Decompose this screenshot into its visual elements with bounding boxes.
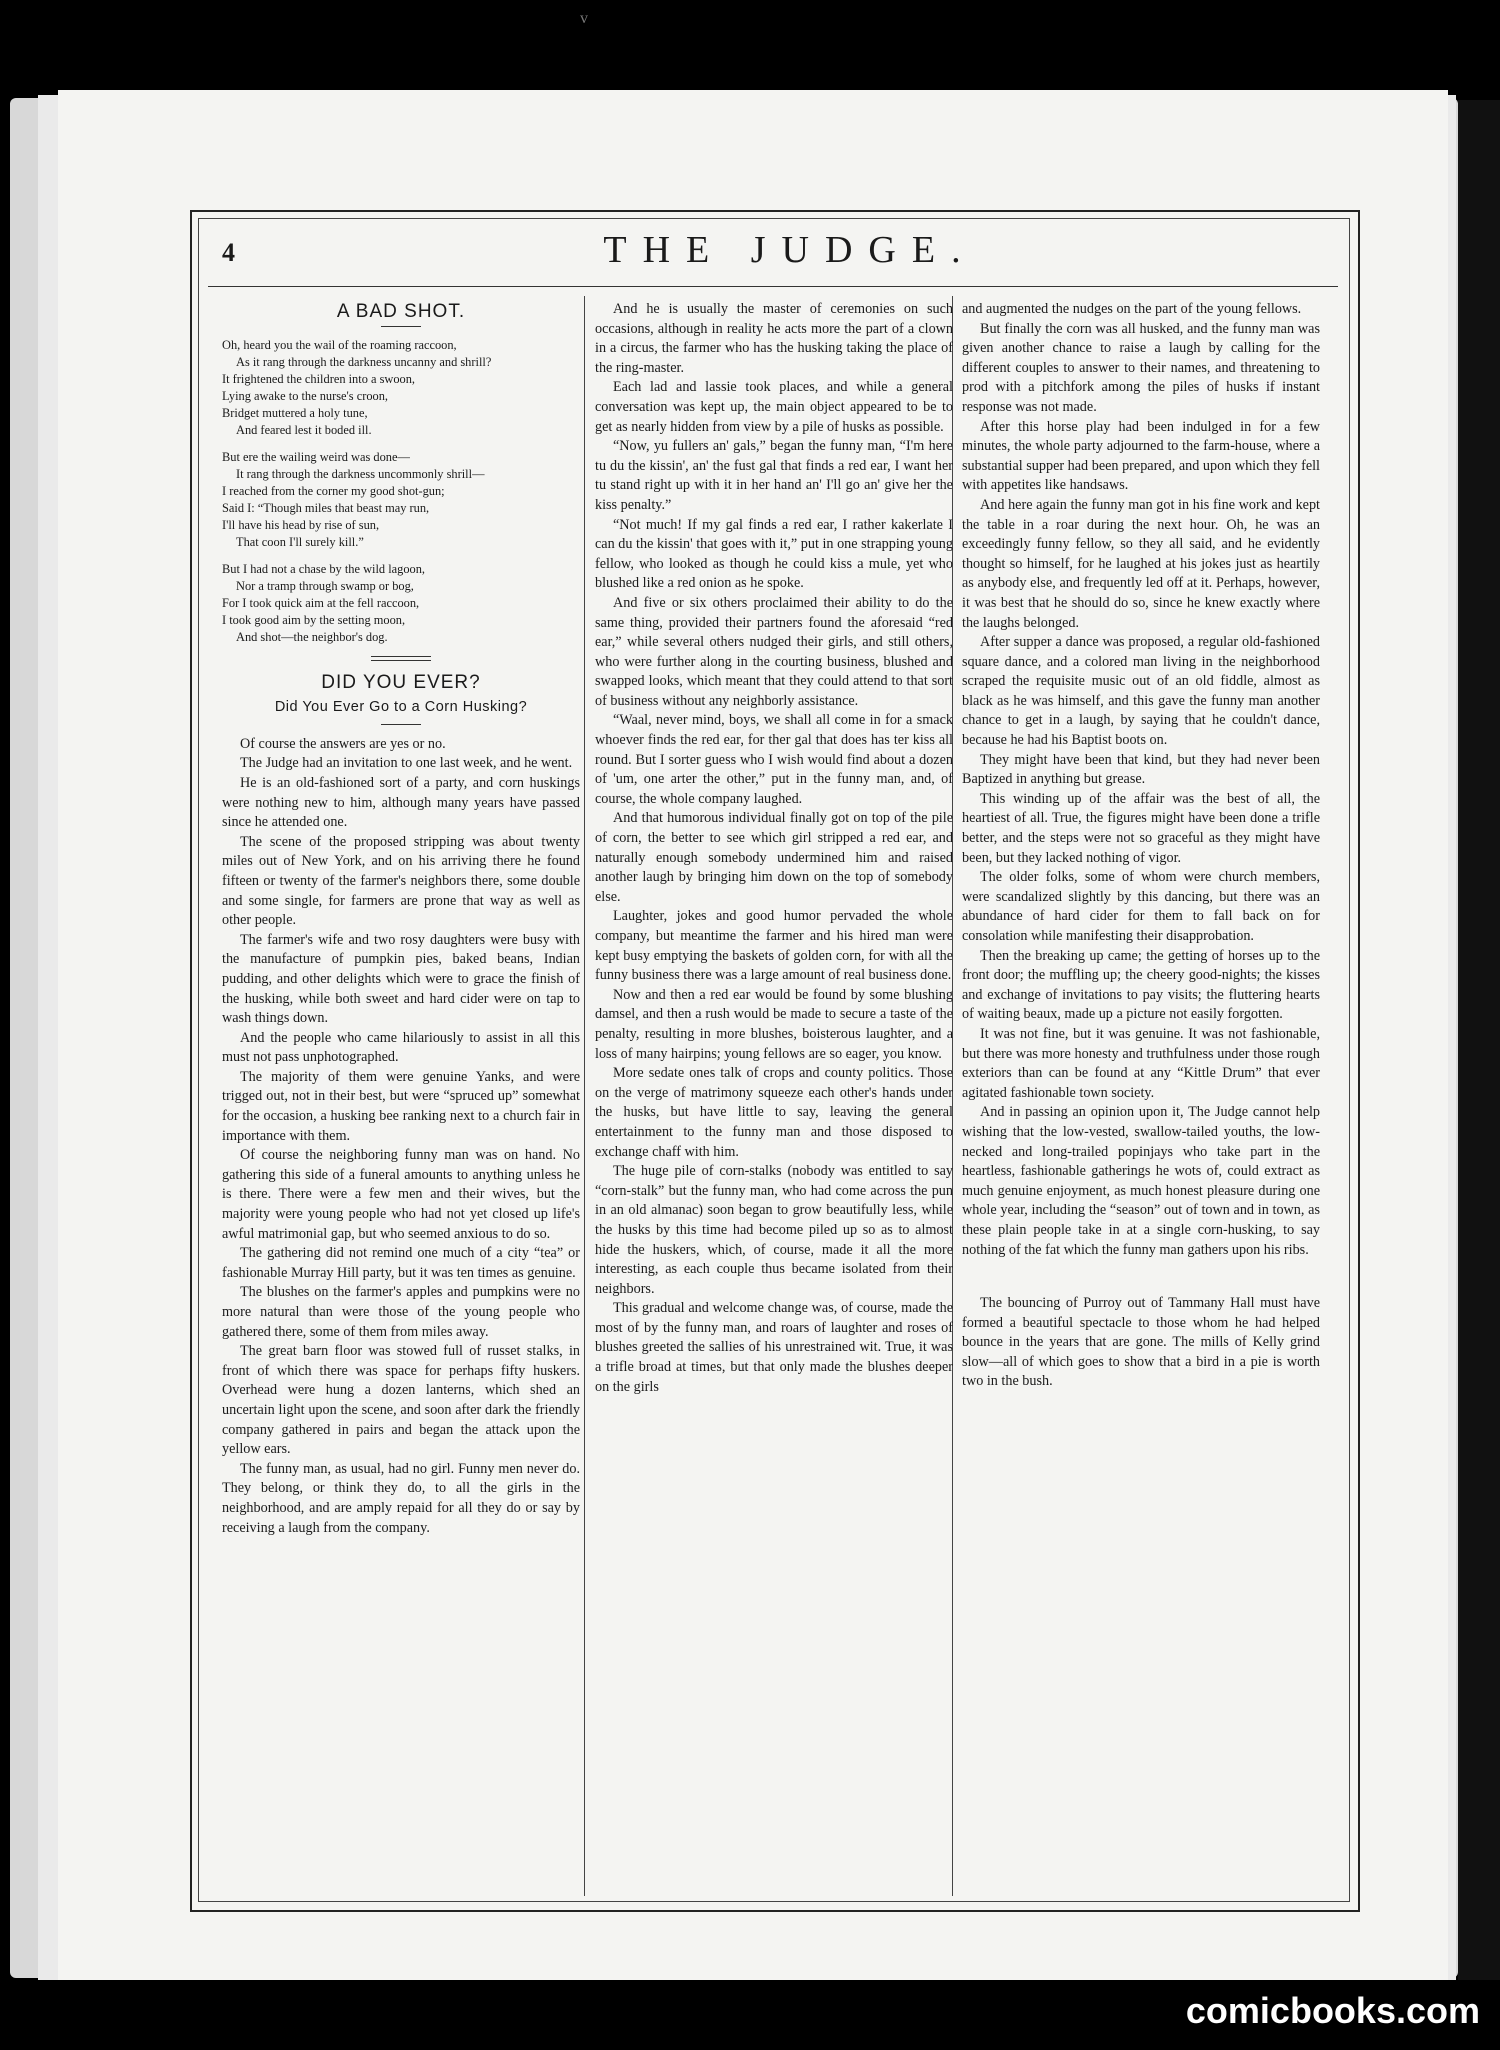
article-paragraph: The funny man, as usual, had no girl. Funny men never do. They belong, or think they do, to all the girls in the neighborhood, and are amply repaid for all they do or say by receiving a laugh from the company. <box>222 1460 580 1536</box>
article-paragraph: The majority of them were genuine Yanks, and were trigged out, not in their best, but were “spruced up” somewhat for the occasion, a husking bee ranking next to a church fair in importance with them. <box>222 1068 580 1144</box>
article-paragraph: The farmer's wife and two rosy daughters were busy with the manufacture of pumpkin pies, baked beans, Indian pudding, and other delights which were to grace the finish of the husking, while both sweet and hard cider were on tap to wash things down. <box>222 931 580 1027</box>
article-paragraph: Each lad and lassie took places, and while a general conversation was kept up, the main object appeared to be to get as nearly hidden from view by a pile of husks as possible. <box>595 379 953 435</box>
article-paragraph: And the people who came hilariously to assist in all this must not pass unphotographed. <box>222 1029 580 1066</box>
poem-stanza <box>222 561 580 646</box>
masthead: THE JUDGE. <box>603 229 977 271</box>
column-rule <box>584 296 585 1896</box>
article-paragraph: Then the breaking up came; the getting of horses up to the front door; the muffling up; the cheery good-nights; the kisses and exchange of invitations to pay visits; the fluttering hearts of waiting beaux, made up a picture not easily forgotten. <box>962 947 1320 1023</box>
article-paragraph: “Now, yu fullers an' gals,” began the funny man, “I'm here tu du the kissin', an' the fust gal that finds a red ear, I want her tu stand right up with it in her hand an' I'll go an' give her the kiss penalty.” <box>595 438 953 513</box>
article-paragraph: And here again the funny man got in his fine work and kept the table in a roar during the next hour. Oh, he was an exceedingly funny fellow, so they all said, and he evidently thought so himself, for he laughed at his jokes just as heartily as anybody else, and frequently led off at it. Perhaps, however, it was best that he should do so, since he knew exactly where the laughs belonged. <box>962 496 1320 631</box>
poem-line: And feared lest it boded ill. <box>236 422 372 437</box>
poem-line: Nor a tramp through swamp or bog, <box>236 578 414 593</box>
poem-stanza <box>222 337 580 439</box>
article-paragraph: The Judge had an invitation to one last week, and he went. <box>240 755 573 772</box>
article-paragraph: The older folks, some of whom were church members, were scandalized slightly by this dancing, but there was an abundance of hard cider for them to fall back on for consolation while manifesting their disapprobation. <box>962 869 1320 944</box>
poem-line: I took good aim by the setting moon, <box>222 612 406 627</box>
poem-line: Bridget muttered a holy tune, <box>222 405 368 420</box>
article-paragraph: “Waal, never mind, boys, we shall all come in for a smack whoever finds the red ear, for ther gal that does has ter kiss all round. But I sorter guess who I wish would find about a dozen of 'um, one arter the other,” put in the funny man, and, of course, the whole company laughed. <box>595 712 953 807</box>
poem-line: I reached from the corner my good shot-gun; <box>222 483 445 498</box>
poem-line: It frightened the children into a swoon, <box>222 371 416 386</box>
poem-line: As it rang through the darkness uncanny and shrill? <box>236 354 492 369</box>
poem-line: Lying awake to the nurse's croon, <box>222 388 389 403</box>
article-paragraph: And five or six others proclaimed their ability to do the same thing, provided their partners found the aforesaid “red ear,” while several others nudged their girls, and still others, who were further along in the courting business, blushed and swapped looks, which meant that they could attend to that sort of business without any neighborly assistance. <box>595 594 953 709</box>
poem-line: It rang through the darkness uncommonly shrill— <box>236 466 485 481</box>
poem-stanza <box>222 449 580 551</box>
article-title: DID YOU EVER? <box>321 671 481 693</box>
section-ornament <box>371 656 431 661</box>
article-body-col3 <box>962 300 1320 1260</box>
poem-line: That coon I'll surely kill.” <box>236 534 364 549</box>
header-rule <box>208 286 1338 287</box>
article-paragraph: And he is usually the master of ceremonies on such occasions, although in reality he acts more the part of a clown in a circus, the farmer who has the husking taking the place of the ring-master. <box>595 301 953 376</box>
column-2 <box>595 300 953 1397</box>
article-paragraph: and augmented the nudges on the part of the young fellows. <box>962 301 1302 317</box>
column-3 <box>962 300 1320 1392</box>
article-paragraph: More sedate ones talk of crops and county politics. Those on the verge of matrimony squeeze each other's hands under the husks, but have little to say, leaving the general entertainment to the funny man and those disposed to exchange chaff with him. <box>595 1065 953 1160</box>
article-paragraph: Of course the neighboring funny man was on hand. No gathering this side of a funeral amounts to anything unless he is there. There were a few men and their wives, but the majority were young people who had not yet closed up life's awful matrimonial gap, but who seemed anxious to do so. <box>222 1147 580 1242</box>
watermark: comicbooks.com <box>1185 1990 1480 2031</box>
poem-line: But I had not a chase by the wild lagoon, <box>222 561 426 576</box>
article-paragraph: They might have been that kind, but they had never been Baptized in anything but grease. <box>962 751 1320 788</box>
article-paragraph: It was not fine, but it was genuine. It was not fashionable, but there was more honesty and truthfulness under those rough exteriors than can be found at any “Kittle Drum” that ever agitated fashionable town society. <box>962 1025 1320 1101</box>
article-subtitle: Did You Ever Go to a Corn Husking? <box>274 699 528 716</box>
article-paragraph: After supper a dance was proposed, a regular old-fashioned square dance, and a colored man living in the neighborhood scraped the requisite music out of an old fiddle, almost as black as he was himself, and this gave the funny man another chance to get in a laugh, by saying that he couldn't dance, because he had his Baptist boots on. <box>962 634 1320 749</box>
article-paragraph: The huge pile of corn-stalks (nobody was entitled to say “corn-stalk” but the funny man, who had come across the pun in an old almanac) soon began to grow beautifully less, while the husks by this time had become piled up so as to almost hide the huskers, which, of course, made it all the more interesting, as each couple thus became isolated from their neighbors. <box>595 1163 953 1297</box>
poem-line: I'll have his head by rise of sun, <box>222 517 380 532</box>
page-number: 4 <box>222 238 235 267</box>
article-paragraph: But finally the corn was all husked, and the funny man was given another chance to raise a laugh by calling for the different couples to answer to their names, and threatening to prod with a pitchfork among the piles of husks if instant response was not made. <box>962 320 1320 415</box>
article-paragraph: This gradual and welcome change was, of course, made the most of by the funny man, and roars of laughter and roses of blushes greeted the sallies of his unrestrained wit. True, it was a trifle broad at times, but that only made the blushes deeper on the girls <box>595 1300 953 1395</box>
article-paragraph: After this horse play had been indulged in for a few minutes, the whole party adjourned to the farm-house, where a substantial supper had been prepared, and upon which they fell with appetites like handsaws. <box>962 418 1320 494</box>
article-paragraph: The scene of the proposed stripping was about twenty miles out of New York, and on his arriving there he found fifteen or twenty of the farmer's neighbors there, some double and some single, for farmers are prone that way as well as other people. <box>222 833 580 929</box>
brief-paragraph: The bouncing of Purroy out of Tammany Hall must have formed a beautiful spectacle to those whom he had helped bounce in the years that are gone. The mills of Kelly grind slow—all of which goes to show that a bird in a pie is worth two in the bush. <box>962 1295 1320 1390</box>
poem-line: Said I: “Though miles that beast may run, <box>222 500 430 515</box>
article-body-col1 <box>222 735 580 1538</box>
column-1 <box>222 300 580 1538</box>
article-paragraph: Of course the answers are yes or no. <box>240 735 446 752</box>
article-paragraph: The gathering did not remind one much of a city “tea” or fashionable Murray Hill party, but it was ten times as genuine. <box>222 1245 580 1281</box>
article-paragraph: And that humorous individual finally got on top of the pile of corn, the better to see which girl stripped a red ear, and naturally enough somebody undermined him and raised another laugh by bringing him down on the top of somebody else. <box>595 810 953 905</box>
poem-line: For I took quick aim at the fell raccoon, <box>222 595 420 610</box>
binding-shadow <box>1458 100 1500 1980</box>
article-paragraph: Now and then a red ear would be found by some blushing damsel, and then a rush would be made to secure a taste of the penalty, resulting in more blushes, boisterous laughter, and a loss of many hairpins; young fellows are so eager, you know. <box>595 986 953 1062</box>
article-paragraph: The great barn floor was stowed full of russet stalks, in front of which there was space for perhaps fifty huskers. Overhead were hung a dozen lanterns, which shed an uncertain light upon the scene, and soon after dark the friendly company gathered in pairs and began the attack upon the yellow ears. <box>222 1343 580 1458</box>
scan-mark: v <box>580 10 588 27</box>
poem-line: And shot—the neighbor's dog. <box>236 629 388 644</box>
poem <box>222 337 580 646</box>
article-paragraph: “Not much! If my gal finds a red ear, I rather kakerlate I can du the kissin' that goes with it,” put in one strapping young fellow, who looked as though he could kiss a mule, yet who blushed like a red onion as he spoke. <box>595 516 953 592</box>
article-paragraph: Laughter, jokes and good humor pervaded the whole company, but meantime the farmer and his hired man were kept busy emptying the baskets of golden corn, for with all the funny business there was a large amount of real business done. <box>595 908 953 984</box>
article-body-col2 <box>595 300 953 1397</box>
article-paragraph: He is an old-fashioned sort of a party, and corn huskings were nothing new to him, although many years have passed since he attended one. <box>222 774 580 831</box>
article-paragraph: And in passing an opinion upon it, The Judge cannot help wishing that the low-vested, swallow-tailed youths, the low-necked and long-trailed popinjays who take part in the heartless, fashionable gatherings he wots of, could extract as much genuine enjoyment, as much honest pleasure during one whole year, including the “season” out of town and in town, as these plain people take in at a single corn-husking, to say nothing of the fat which the funny man gathers upon his ribs. <box>962 1104 1320 1258</box>
poem-line: Oh, heard you the wail of the roaming raccoon, <box>222 337 457 352</box>
article-paragraph: This winding up of the affair was the best of all, the heartiest of all. True, the figures might have been done a trifle better, and the steps were not so graceful as they might have been, but they lacked nothing of vigor. <box>962 790 1320 866</box>
title-rule <box>381 326 421 327</box>
subtitle-rule <box>381 724 421 725</box>
article-paragraph: The blushes on the farmer's apples and pumpkins were no more natural than were those of the young people who gathered there, some of them from miles away. <box>222 1284 580 1340</box>
poem-line: But ere the wailing weird was done— <box>222 449 410 464</box>
poem-title: A BAD SHOT. <box>336 301 466 322</box>
